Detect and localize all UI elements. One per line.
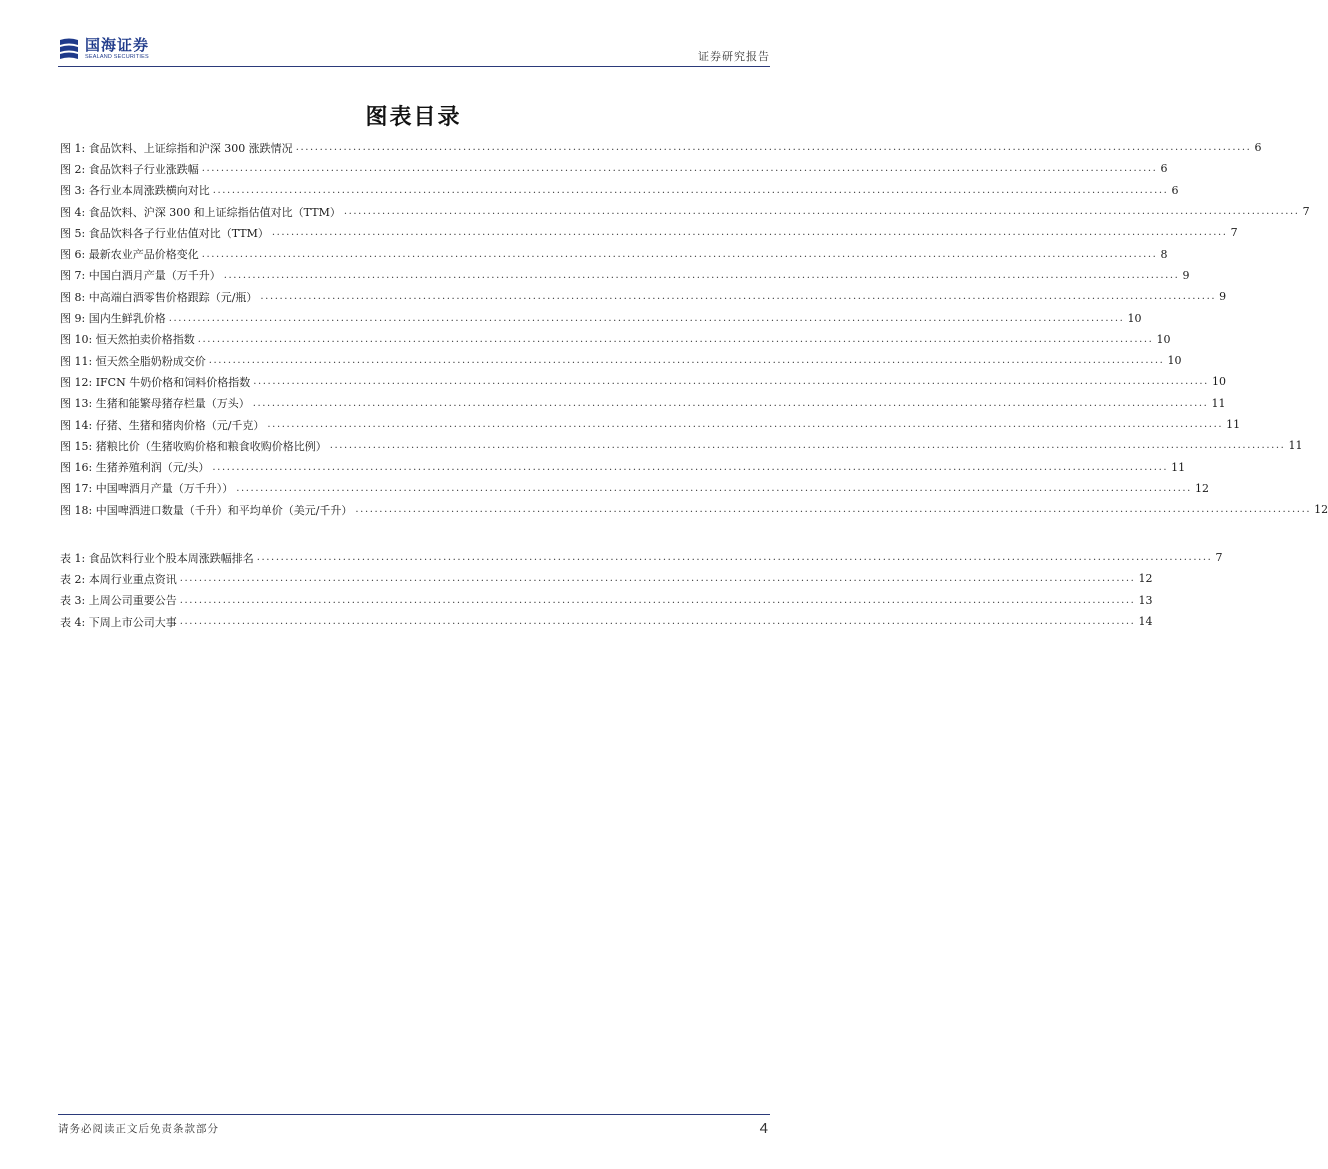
figure-toc-entry[interactable] xyxy=(60,393,1226,414)
toc-entry-label: 图 17: 中国啤酒月产量（万千升）） xyxy=(60,482,234,496)
toc-entry-page: 10 xyxy=(1211,375,1226,389)
toc-dot-leader: ........................................................................................................................................................................................................ xyxy=(260,291,1217,303)
figure-toc-entry[interactable] xyxy=(60,478,1209,499)
toc-entry-label: 图 3: 各行业本周涨跌横向对比 xyxy=(60,184,210,198)
disclaimer-note: 请务必阅读正文后免责条款部分 xyxy=(58,1123,219,1135)
figure-toc-entry[interactable] xyxy=(60,222,1238,243)
figure-toc-entry[interactable] xyxy=(60,414,1241,435)
toc-dot-leader: ........................................................................................................................................................................................................ xyxy=(197,333,1154,345)
toc-dot-leader: ........................................................................................................................................................................................................ xyxy=(201,248,1158,260)
toc-entry-label: 图 1: 食品饮料、上证综指和沪深 300 涨跌情况 xyxy=(60,141,293,155)
toc-dot-leader: ........................................................................................................................................................................................................ xyxy=(267,419,1224,430)
toc-entry-page: 10 xyxy=(1127,311,1142,325)
toc-entry-label: 表 1: 食品饮料行业个股本周涨跌幅排名 xyxy=(60,551,254,565)
company-logo xyxy=(58,36,149,62)
toc-entry-page: 12 xyxy=(1138,572,1153,586)
toc-entry-label: 图 5: 食品饮料各子行业估值对比（TTM） xyxy=(60,226,269,240)
figure-toc-entry[interactable] xyxy=(60,350,1182,371)
toc-dot-leader: ........................................................................................................................................................................................................ xyxy=(168,312,1125,324)
toc-entry-page: 12 xyxy=(1314,503,1328,517)
toc-dot-leader: ........................................................................................................................................................................................................ xyxy=(212,461,1169,473)
toc-dot-leader: ........................................................................................................................................................................................................ xyxy=(223,269,1180,281)
table-toc-entry[interactable] xyxy=(60,568,1153,589)
figure-toc-entry[interactable] xyxy=(60,456,1186,477)
toc-dot-leader: ........................................................................................................................................................................................................ xyxy=(252,397,1209,409)
toc-entry-label: 图 16: 生猪养殖利润（元/头） xyxy=(60,461,210,475)
toc-entry-label: 图 9: 国内生鲜乳价格 xyxy=(60,312,166,326)
toc-entry-page: 7 xyxy=(1230,226,1238,240)
figure-toc-entry[interactable] xyxy=(60,137,1262,158)
toc-entry-page: 13 xyxy=(1138,593,1153,607)
company-name-cn: 国海证券 xyxy=(85,35,150,54)
figure-toc-entry[interactable] xyxy=(60,329,1171,350)
toc-entry-label: 图 7: 中国白酒月产量（万千升） xyxy=(60,269,221,283)
report-type: 证券研究报告 xyxy=(698,50,770,63)
table-toc-entry[interactable] xyxy=(60,611,1153,632)
toc-dot-leader: ........................................................................................................................................................................................................ xyxy=(295,142,1252,154)
toc-entry-label: 表 4: 下周上市公司大事 xyxy=(60,615,177,629)
toc-entry-page: 10 xyxy=(1156,332,1171,346)
toc-entry-page: 6 xyxy=(1160,162,1168,176)
table-list xyxy=(60,547,1223,632)
toc-entry-label: 图 18: 中国啤酒进口数量（千升）和平均单价（美元/千升） xyxy=(60,503,353,517)
toc-entry-label: 图 6: 最新农业产品价格变化 xyxy=(60,248,199,262)
toc-entry-label: 图 8: 中高端白酒零售价格跟踪（元/瓶） xyxy=(60,290,258,304)
toc-entry-page: 11 xyxy=(1211,396,1226,410)
toc-entry-page: 11 xyxy=(1171,460,1186,474)
toc-dot-leader: ........................................................................................................................................................................................................ xyxy=(179,573,1136,585)
toc-entry-label: 图 15: 猪粮比价（生猪收购价格和粮食收购价格比例） xyxy=(60,439,327,453)
toc-entry-page: 12 xyxy=(1194,481,1209,495)
toc-entry-page: 6 xyxy=(1254,141,1262,155)
figure-toc-entry[interactable] xyxy=(60,201,1310,222)
page-title: 图表目录 xyxy=(365,105,462,130)
page-footer xyxy=(58,1114,770,1137)
toc-dot-leader: ........................................................................................................................................................................................................ xyxy=(343,206,1300,218)
toc-entry-label: 图 12: IFCN 牛奶价格和饲料价格指数 xyxy=(60,375,251,389)
toc-entry-label: 图 2: 食品饮料子行业涨跌幅 xyxy=(60,162,199,176)
toc-dot-leader: ........................................................................................................................................................................................................ xyxy=(179,594,1136,606)
toc-entry-page: 7 xyxy=(1215,551,1223,565)
figure-toc-entry[interactable] xyxy=(60,158,1168,179)
toc-entry-page: 6 xyxy=(1171,183,1179,197)
toc-entry-label: 图 4: 食品饮料、沪深 300 和上证综指估值对比（TTM） xyxy=(60,205,341,219)
toc-dot-leader: ........................................................................................................................................................................................................ xyxy=(256,552,1213,564)
toc-dot-leader: ........................................................................................................................................................................................................ xyxy=(329,440,1286,452)
toc-dot-leader: ........................................................................................................................................................................................................ xyxy=(253,376,1209,388)
table-toc-entry[interactable] xyxy=(60,547,1223,568)
toc-dot-leader: ........................................................................................................................................................................................................ xyxy=(236,482,1192,494)
figure-toc-entry[interactable] xyxy=(60,243,1168,264)
toc-dot-leader: ........................................................................................................................................................................................................ xyxy=(271,227,1228,239)
company-name-en: SEALAND SECURITIES xyxy=(85,53,149,60)
toc-entry-page: 7 xyxy=(1302,205,1310,219)
page-header xyxy=(58,34,770,67)
toc-dot-leader: ........................................................................................................................................................................................................ xyxy=(201,163,1158,175)
figure-toc-entry[interactable] xyxy=(60,286,1227,307)
figure-toc-entry[interactable] xyxy=(60,180,1179,201)
toc-entry-page: 11 xyxy=(1226,418,1241,431)
toc-entry-page: 11 xyxy=(1288,439,1303,453)
toc-entry-page: 14 xyxy=(1138,615,1153,629)
toc-entry-label: 表 2: 本周行业重点资讯 xyxy=(60,572,177,586)
toc-entry-label: 图 10: 恒天然拍卖价格指数 xyxy=(60,333,195,347)
toc-dot-leader: ........................................................................................................................................................................................................ xyxy=(212,184,1169,196)
toc-entry-page: 9 xyxy=(1219,290,1227,304)
toc-entry-page: 10 xyxy=(1167,354,1182,368)
figure-toc-entry[interactable] xyxy=(60,307,1142,328)
table-toc-entry[interactable] xyxy=(60,590,1153,611)
toc-entry-page: 9 xyxy=(1182,268,1190,282)
toc-dot-leader: ........................................................................................................................................................................................................ xyxy=(208,355,1165,367)
figure-toc-entry[interactable] xyxy=(60,435,1303,456)
toc-entry-label: 表 3: 上周公司重要公告 xyxy=(60,594,177,608)
figure-list xyxy=(60,137,1328,520)
toc-dot-leader: ........................................................................................................................................................................................................ xyxy=(179,616,1136,628)
toc-entry-page: 8 xyxy=(1160,247,1168,261)
toc-dot-leader: ........................................................................................................................................................................................................ xyxy=(355,504,1312,516)
figure-toc-entry[interactable] xyxy=(60,265,1190,286)
sealand-logo-icon xyxy=(58,37,80,61)
toc-entry-label: 图 14: 仔猪、生猪和猪肉价格（元/千克） xyxy=(60,418,265,432)
toc-entry-label: 图 13: 生猪和能繁母猪存栏量（万头） xyxy=(60,397,250,411)
toc-entry-label: 图 11: 恒天然全脂奶粉成交价 xyxy=(60,354,206,368)
figure-toc-entry[interactable] xyxy=(60,371,1226,392)
figure-toc-entry[interactable] xyxy=(60,499,1328,520)
page-number: 4 xyxy=(759,1120,768,1137)
